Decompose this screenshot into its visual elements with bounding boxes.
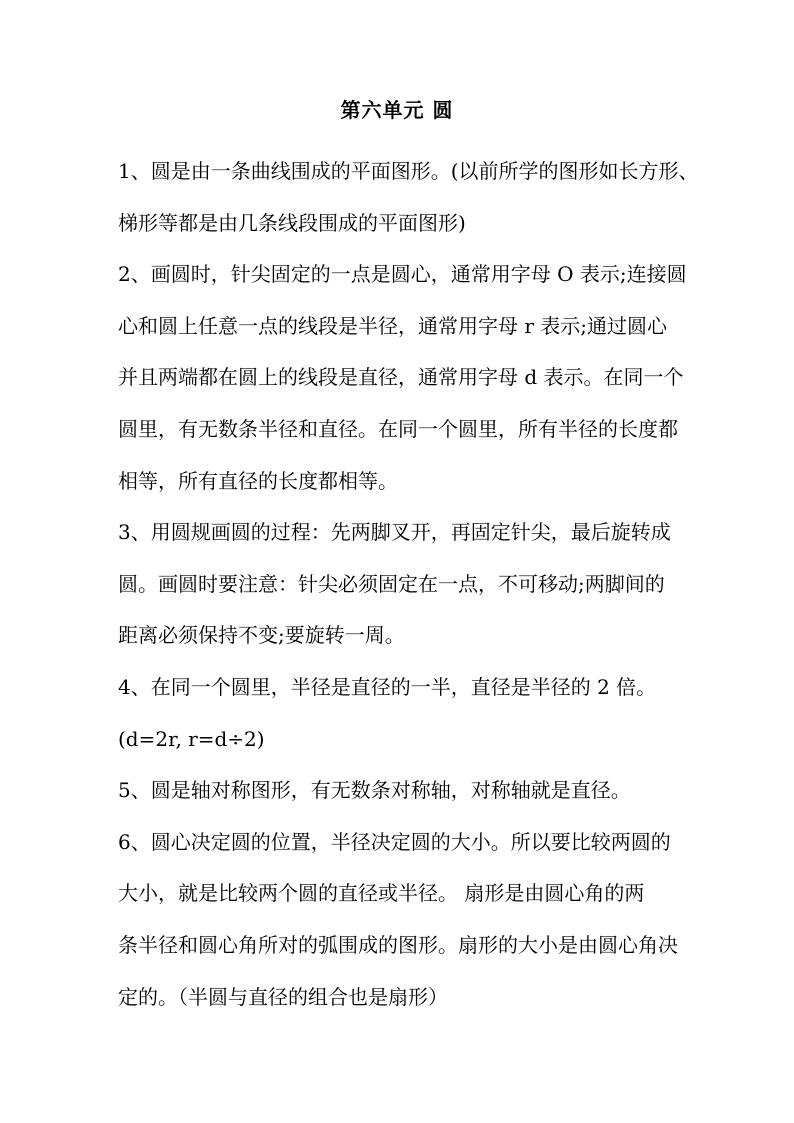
text-line: 距离必须保持不变;要旋转一周。 bbox=[118, 623, 405, 648]
text-line: 相等，所有直径的长度都相等。 bbox=[118, 468, 398, 493]
page-title: 第六单元 圆 bbox=[340, 98, 454, 122]
text-line: 4、在同一个圆里，半径是直径的一半，直径是半径的 2 倍。 bbox=[118, 674, 657, 699]
text-line: 梯形等都是由几条线段围成的平面图形) bbox=[118, 210, 466, 235]
text-line: 并且两端都在圆上的线段是直径，通常用字母 d 表示。在同一个 bbox=[118, 365, 684, 390]
text-line: 1、圆是由一条曲线围成的平面图形。(以前所学的图形如长方形、 bbox=[118, 159, 699, 183]
text-line: 圆。画圆时要注意：针尖必须固定在一点，不可移动;两脚间的 bbox=[118, 571, 665, 596]
document-body bbox=[118, 146, 699, 1023]
text-line: 心和圆上任意一点的线段是半径，通常用字母 r 表示;通过圆心 bbox=[118, 313, 668, 338]
text-line: 2、画圆时，针尖固定的一点是圆心，通常用字母 O 表示;连接圆 bbox=[118, 262, 687, 287]
text-line: 5、圆是轴对称图形，有无数条对称轴，对称轴就是直径。 bbox=[118, 778, 631, 803]
text-line: 圆里，有无数条半径和直径。在同一个圆里，所有半径的长度都 bbox=[118, 416, 678, 441]
text-line: 条半径和圆心角所对的弧围成的图形。扇形的大小是由圆心角决 bbox=[118, 932, 678, 957]
text-line: 定的。（半圆与直径的组合也是扇形） bbox=[118, 984, 448, 1009]
text-line: 大小，就是比较两个圆的直径或半径。 扇形是由圆心角的两 bbox=[118, 881, 645, 906]
formula-line: (d=2r, r=d÷2) bbox=[118, 726, 265, 751]
text-line: 6、圆心决定圆的位置，半径决定圆的大小。所以要比较两圆的 bbox=[118, 829, 671, 854]
text-line: 3、用圆规画圆的过程：先两脚叉开，再固定针尖，最后旋转成 bbox=[118, 520, 671, 545]
